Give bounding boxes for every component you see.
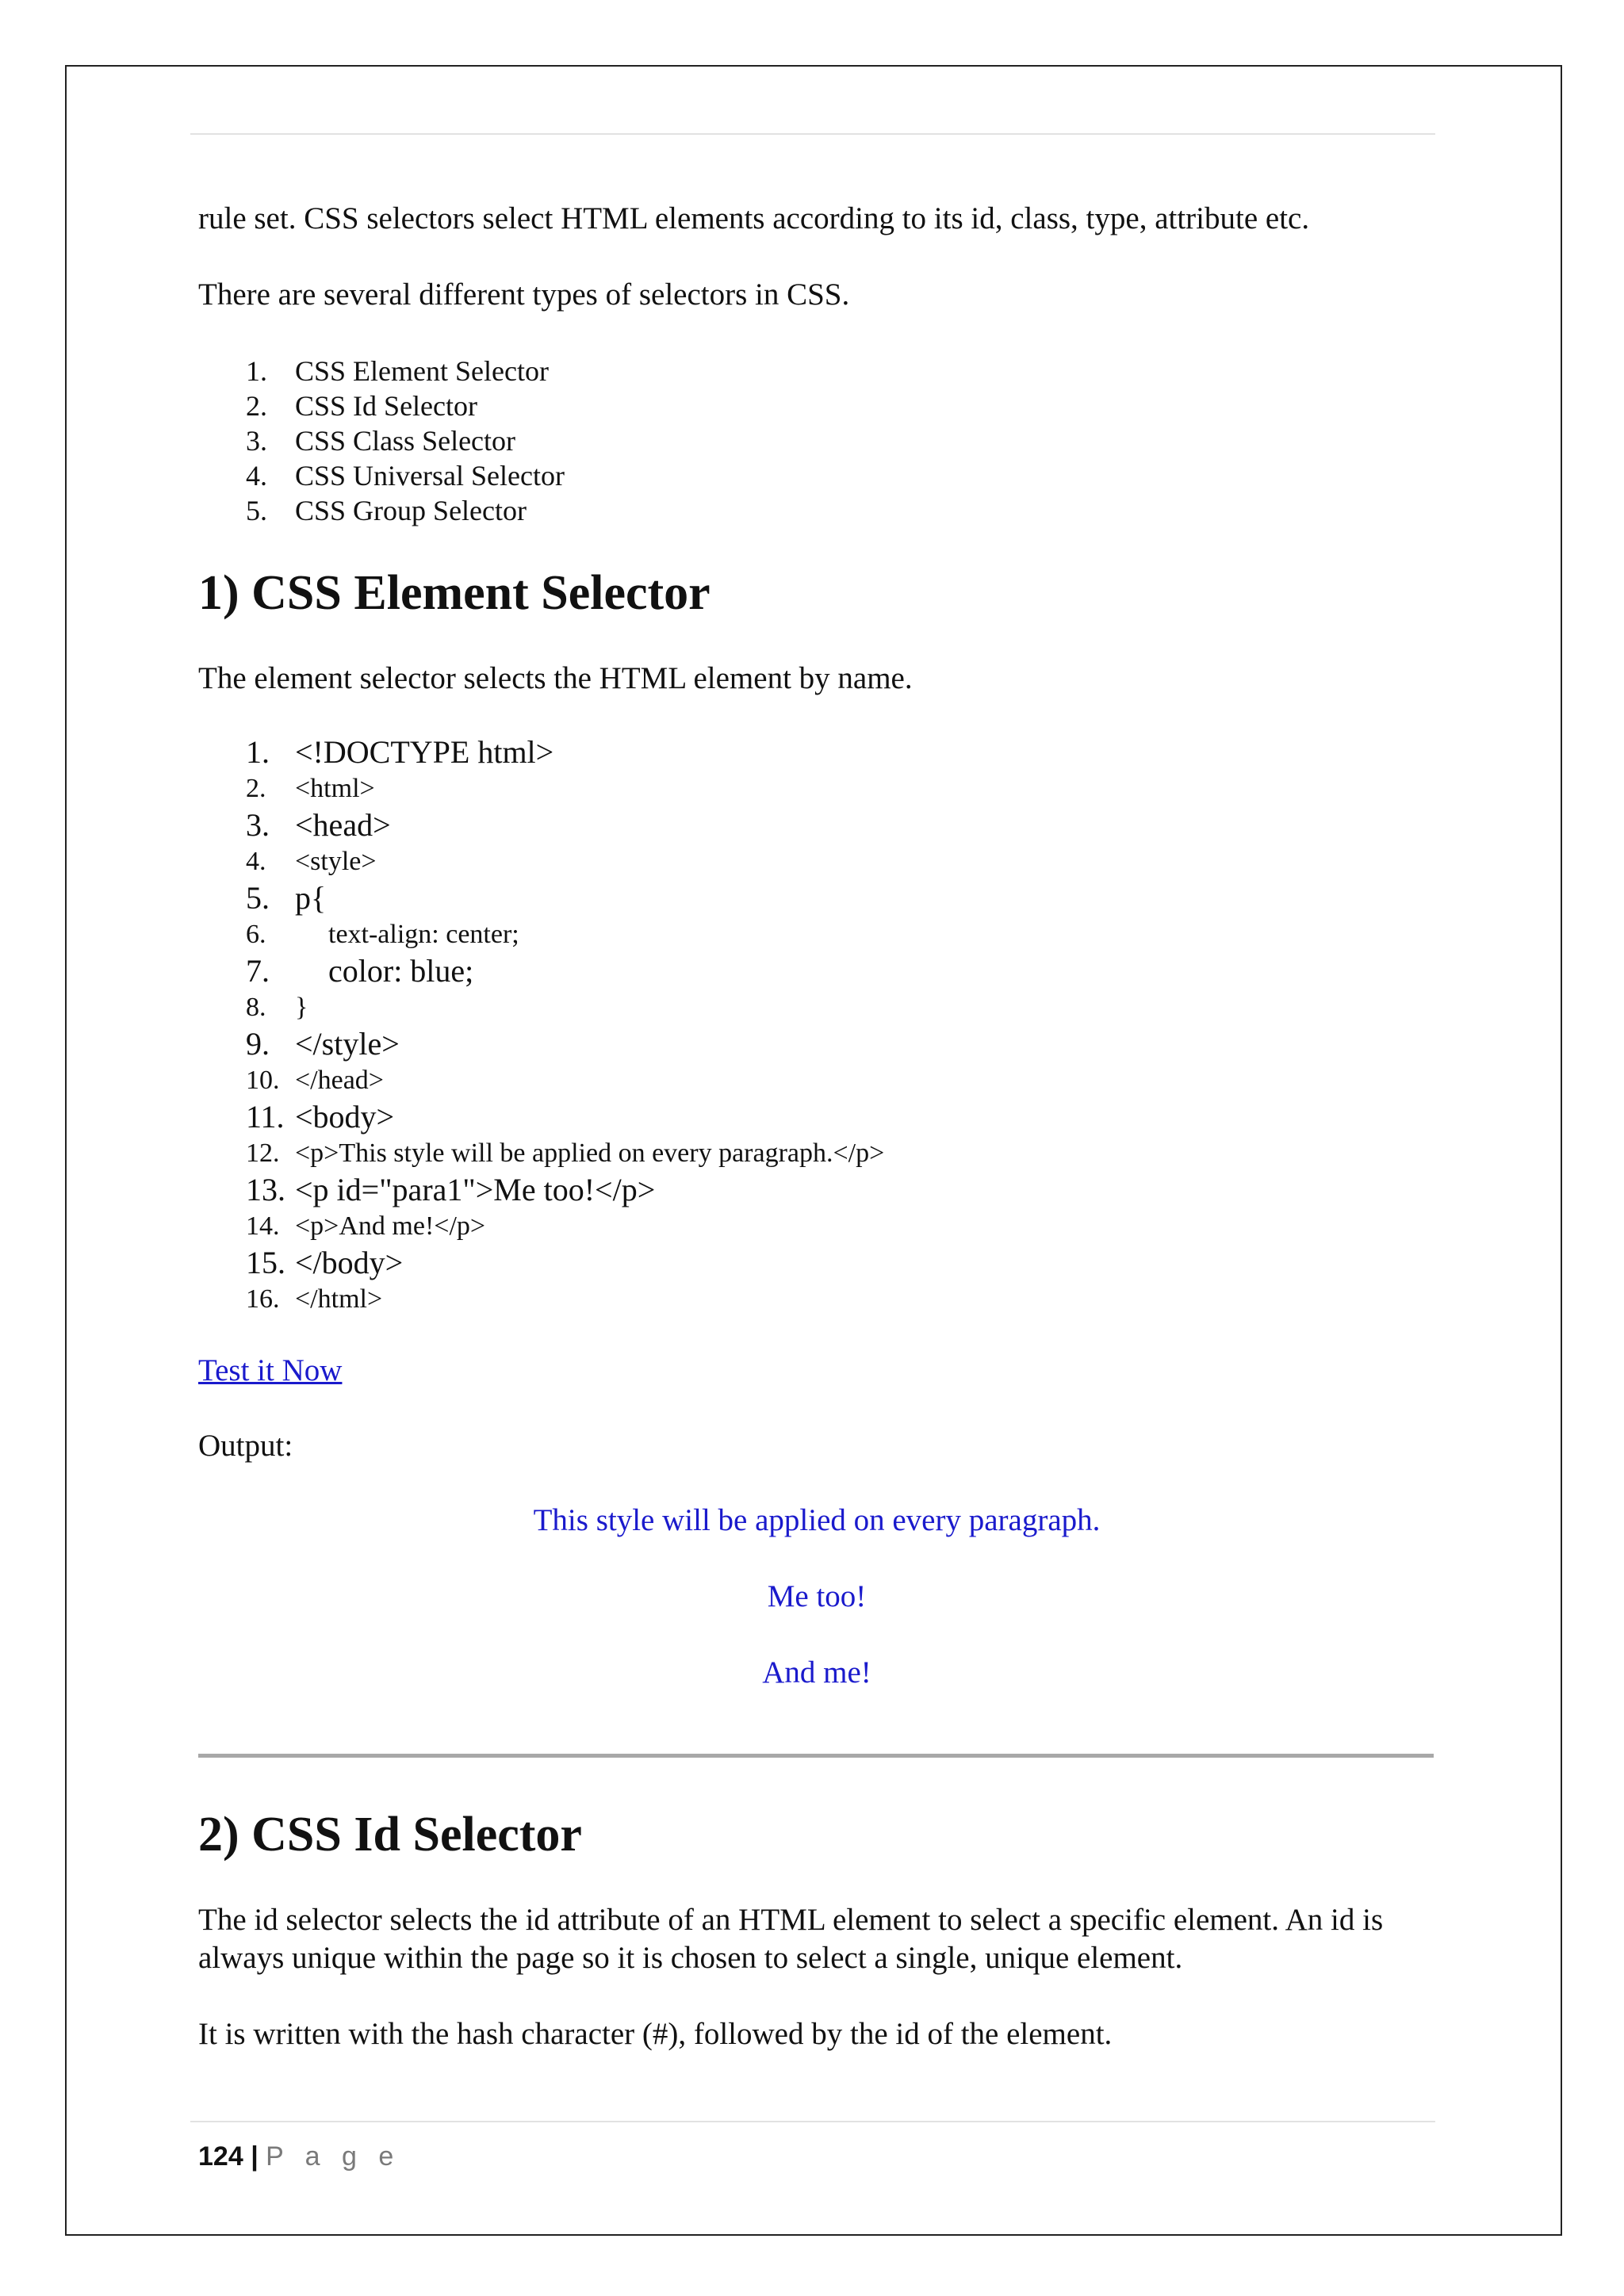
code-line: 6. text-align: center; [246, 920, 519, 949]
output-line-3: And me! [762, 1655, 871, 1689]
code-line: 8. } [246, 993, 308, 1022]
section1-description: The element selector selects the HTML element by name. [198, 661, 913, 695]
section-divider [198, 1754, 1434, 1758]
code-line: 2. <html> [246, 774, 375, 803]
section2-heading: 2) CSS Id Selector [198, 1808, 582, 1862]
page-footer [198, 2141, 400, 2172]
code-line: 11. <body> [246, 1099, 395, 1135]
code-line: 7. color: blue; [246, 953, 474, 989]
section2-description: The id selector selects the id attribute of an HTML element to select a specific element. An id is always unique within the page so it is chosen to select a single, unique element. [198, 1903, 1384, 1975]
footer-separator: | [251, 2141, 259, 2172]
section1-heading: 1) CSS Element Selector [198, 566, 710, 620]
output-line-2: Me too! [767, 1579, 867, 1613]
output-label: Output: [198, 1429, 293, 1463]
list-item: 1. CSS Element Selector [246, 355, 549, 387]
list-item: 3. CSS Class Selector [246, 425, 516, 457]
code-line: 16. </html> [246, 1284, 383, 1314]
selector-types-list [198, 354, 565, 528]
code-line: 5. p{ [246, 880, 327, 916]
code-line: 9. </style> [246, 1026, 400, 1062]
page-label: P a g e [266, 2141, 401, 2172]
list-item: 5. CSS Group Selector [246, 495, 527, 526]
code-listing [198, 734, 884, 1318]
list-item: 2. CSS Id Selector [246, 390, 477, 422]
page-number: 124 [198, 2141, 243, 2172]
code-line: 15. </body> [246, 1245, 404, 1280]
test-it-now-link[interactable]: Test it Now [198, 1353, 343, 1387]
code-line: 12. <p>This style will be applied on every paragraph.</p> [246, 1138, 885, 1168]
intro-line-1: rule set. CSS selectors select HTML elements according to its id, class, type, attribute etc. [198, 201, 1310, 235]
section2-note: It is written with the hash character (#), followed by the id of the element. [198, 2017, 1113, 2051]
output-line-1: This style will be applied on every paragraph. [533, 1503, 1101, 1537]
code-line: 13. <p id="para1">Me too!</p> [246, 1172, 656, 1207]
list-item: 4. CSS Universal Selector [246, 460, 565, 492]
header-rule [190, 133, 1435, 135]
code-line: 3. <head> [246, 807, 391, 843]
code-line: 10. </head> [246, 1066, 384, 1095]
code-line: 4. <style> [246, 847, 377, 876]
footer-rule [190, 2121, 1435, 2122]
code-line: 14. <p>And me!</p> [246, 1211, 486, 1241]
code-line: 1. <!DOCTYPE html> [246, 734, 554, 770]
intro-line-2: There are several different types of selectors in CSS. [198, 277, 850, 312]
